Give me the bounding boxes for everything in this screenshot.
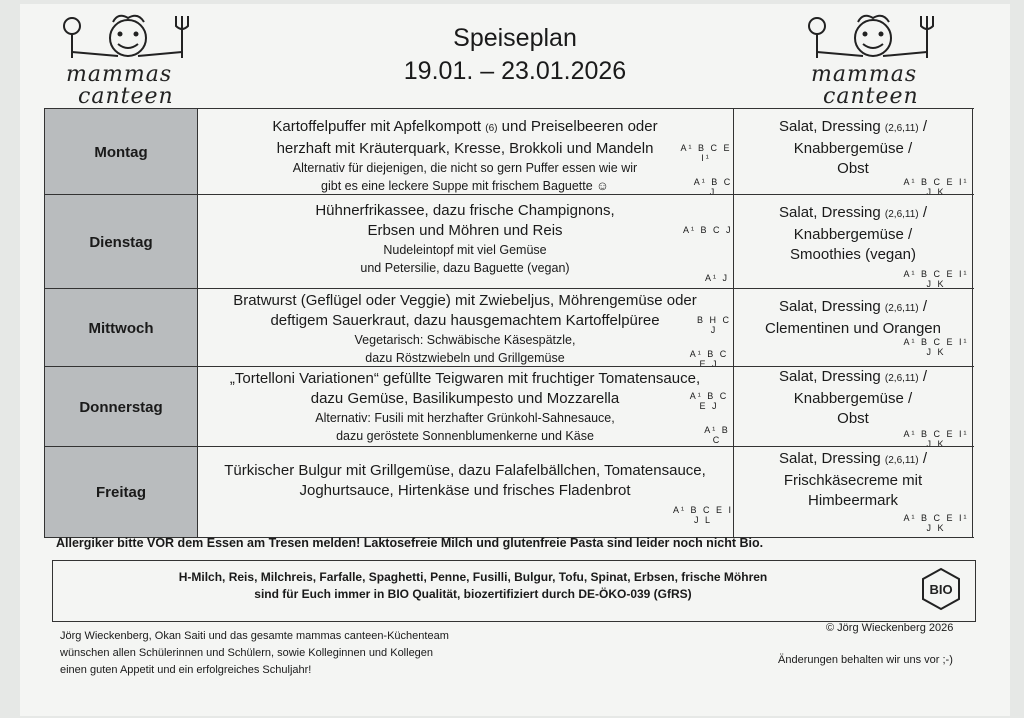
page-title xyxy=(330,22,700,88)
allergen-codes: A¹ B C J xyxy=(683,225,733,235)
main-dish-cell xyxy=(197,289,734,367)
side-line: Knabbergemüse / xyxy=(793,226,913,243)
alternative-line: dazu geröstete Sonnenblumenkerne und Käse xyxy=(336,429,594,443)
menu-table xyxy=(44,108,974,538)
side-line: Himbeermark xyxy=(807,492,898,509)
team-greeting xyxy=(60,628,449,679)
main-dish-cell xyxy=(197,367,734,447)
table-row-dienstag xyxy=(44,194,974,289)
logo-word-canteen: canteen xyxy=(78,84,174,109)
allergen-codes: A¹ B C J xyxy=(693,177,733,197)
main-dish-cell xyxy=(197,447,734,537)
dish-line: Kartoffelpuffer mit Apfelkompott (6) und Preiselbeeren oder xyxy=(272,118,658,135)
side-line: Salat, Dressing (2,6,11) / xyxy=(779,204,927,221)
greeting-line: einen guten Appetit und ein erfolgreiches Schuljahr! xyxy=(60,664,312,676)
day-label: Montag xyxy=(44,109,198,195)
allergen-codes: A¹ B C E I¹ J K xyxy=(903,429,969,449)
allergen-codes: A¹ J xyxy=(705,273,730,283)
allergen-codes: A¹ B C E I¹ J K xyxy=(903,177,969,197)
dish-line: Erbsen und Möhren und Reis xyxy=(367,222,563,239)
day-label: Mittwoch xyxy=(44,289,198,367)
dish-line: dazu Gemüse, Basilikumpesto und Mozzarella xyxy=(310,390,620,407)
day-label: Freitag xyxy=(44,447,198,537)
mammas-canteen-logo-right xyxy=(803,12,943,108)
menu-dates: 19.01. – 23.01.2026 xyxy=(403,57,627,85)
side-dish-cell xyxy=(734,195,973,289)
logo-word-canteen: canteen xyxy=(823,84,919,109)
side-line: Salat, Dressing (2,6,11) / xyxy=(779,368,927,385)
bio-badge-label: BIO xyxy=(929,582,953,597)
alternative-line: Alternativ für diejenigen, die nicht so gern Puffer essen wie wir xyxy=(292,161,638,175)
bio-info-box xyxy=(52,560,976,622)
side-dish-cell xyxy=(734,289,973,367)
side-line: Knabbergemüse / xyxy=(793,140,913,157)
allergen-codes: A¹ B C E I¹ J K xyxy=(903,269,969,289)
mammas-canteen-logo xyxy=(58,12,198,108)
allergen-codes: A¹ B C E I J L xyxy=(673,505,734,525)
allergen-codes: A¹ B C E I¹ J K xyxy=(903,513,969,533)
bio-line: H-Milch, Reis, Milchreis, Farfalle, Spaghetti, Penne, Fusilli, Bulgur, Tofu, Spinat, Erbsen, frische Möhren xyxy=(178,570,768,584)
allergen-codes: A¹ B C E I¹ J K xyxy=(903,337,969,357)
bio-text xyxy=(53,569,893,603)
dish-line: Bratwurst (Geflügel oder Veggie) mit Zwiebeljus, Möhrengemüse oder xyxy=(233,292,697,309)
side-dish-cell xyxy=(734,109,973,195)
logo-word-mammas: mammas xyxy=(66,62,173,87)
dish-line: Joghurtsauce, Hirtenkäse und frisches Fladenbrot xyxy=(299,482,631,499)
table-row-freitag xyxy=(44,446,974,538)
menu-title: Speiseplan xyxy=(453,24,577,52)
table-row-donnerstag xyxy=(44,366,974,447)
main-dish-cell xyxy=(197,195,734,289)
dish-line: herzhaft mit Kräuterquark, Kresse, Brokkoli und Mandeln xyxy=(276,140,654,157)
side-line: Smoothies (vegan) xyxy=(790,246,916,263)
side-line: Obst xyxy=(837,160,869,177)
allergen-codes: B H C J xyxy=(696,315,731,335)
main-dish-cell xyxy=(197,109,734,195)
alternative-line: gibt es eine leckere Suppe mit frischem Baguette ☺ xyxy=(321,179,609,193)
dish-line: deftigem Sauerkraut, dazu hausgemachtem Kartoffelpüree xyxy=(270,312,660,329)
allergen-codes: A¹ B C E I¹ xyxy=(680,143,732,163)
alternative-line: Vegetarisch: Schwäbische Käsespätzle, xyxy=(354,333,576,347)
side-dish-cell xyxy=(734,447,973,537)
bio-line: sind für Euch immer in BIO Qualität, biozertifiziert durch DE-ÖKO-039 (GfRS) xyxy=(254,587,692,601)
day-label: Dienstag xyxy=(44,195,198,289)
alternative-line: dazu Röstzwiebeln und Grillgemüse xyxy=(365,351,565,365)
dish-line: Hühnerfrikassee, dazu frische Champignons, xyxy=(315,202,615,219)
copyright: © Jörg Wieckenberg 2026 xyxy=(826,622,954,634)
table-row-montag xyxy=(44,108,974,195)
logo-word-mammas: mammas xyxy=(811,62,918,87)
side-dish-cell xyxy=(734,367,973,447)
allergen-codes: A¹ B C E J xyxy=(689,349,729,369)
side-line: Frischkäsecreme mit xyxy=(783,472,923,489)
allergen-codes: A¹ B C E J xyxy=(689,391,729,411)
side-line: Salat, Dressing (2,6,11) / xyxy=(779,298,927,315)
dish-line: Türkischer Bulgur mit Grillgemüse, dazu Falafelbällchen, Tomatensauce, xyxy=(224,462,706,479)
alternative-line: Alternativ: Fusili mit herzhafter Grünkohl-Sahnesauce, xyxy=(315,411,615,425)
table-row-mittwoch xyxy=(44,288,974,367)
side-line: Obst xyxy=(837,410,869,427)
dish-line: „Tortelloni Variationen“ gefüllte Teigwaren mit fruchtiger Tomatensauce, xyxy=(229,370,701,387)
alternative-line: und Petersilie, dazu Baguette (vegan) xyxy=(360,261,570,275)
side-line: Salat, Dressing (2,6,11) / xyxy=(779,450,927,467)
bio-badge-icon xyxy=(919,567,963,615)
alternative-line: Nudeleintopf mit viel Gemüse xyxy=(383,243,547,257)
day-label: Donnerstag xyxy=(44,367,198,447)
side-line: Knabbergemüse / xyxy=(793,390,913,407)
greeting-line: Jörg Wieckenberg, Okan Saiti und das gesamte mammas canteen-Küchenteam xyxy=(60,630,449,642)
side-line: Salat, Dressing (2,6,11) / xyxy=(779,118,927,135)
allergy-note: Allergiker bitte VOR dem Essen am Tresen melden! Laktosefreie Milch und glutenfreie Pasta sind leider noch nicht Bio. xyxy=(56,536,764,550)
greeting-line: wünschen allen Schülerinnen und Schülern, sowie Kolleginnen und Kollegen xyxy=(60,647,434,659)
changes-note: Änderungen behalten wir uns vor ;-) xyxy=(778,654,953,666)
side-line: Clementinen und Orangen xyxy=(765,320,941,337)
allergen-codes: A¹ B C xyxy=(704,425,730,445)
